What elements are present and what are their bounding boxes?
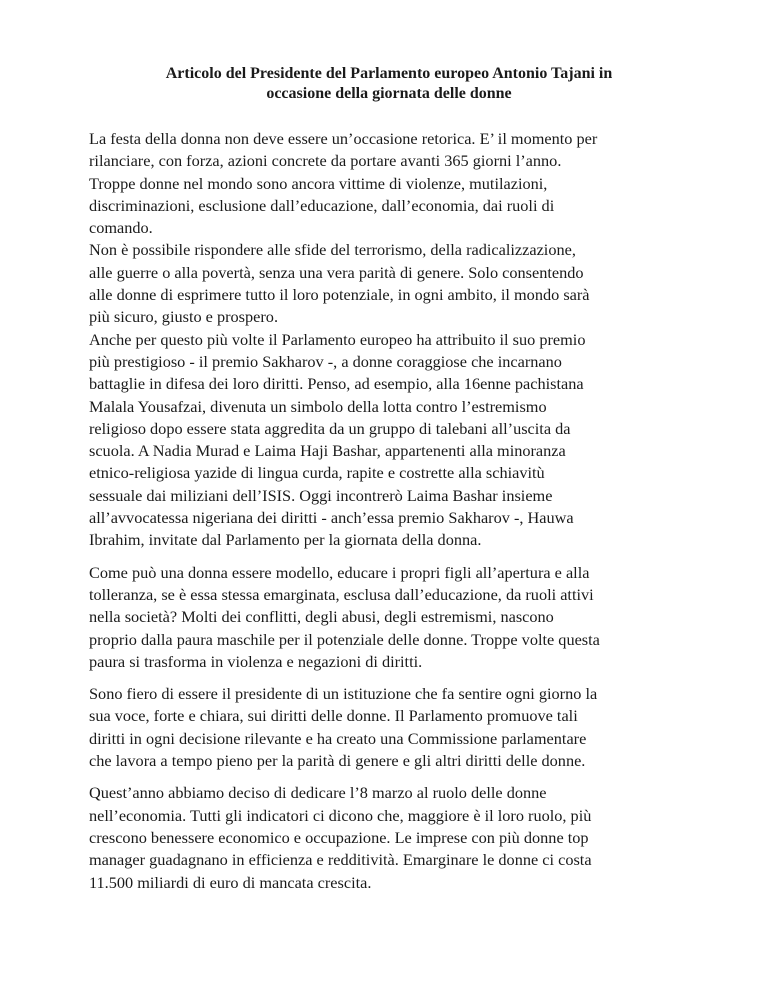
text-line: nell’economia. Tutti gli indicatori ci dicono che, maggiore è il loro ruolo, più	[89, 805, 592, 825]
article-title	[89, 64, 689, 104]
text-line: Sono fiero di essere il presidente di un istituzione che fa sentire ogni giorno la	[89, 684, 598, 704]
text-line: Anche per questo più volte il Parlamento europeo ha attribuito il suo premio	[89, 329, 586, 349]
text-line: sessuale dai miliziani dell’ISIS. Oggi incontrerò Laima Bashar insieme	[89, 485, 553, 505]
text-line: crescono benessere economico e occupazione. Le imprese con più donne top	[89, 827, 589, 847]
text-line: all’avvocatessa nigeriana dei diritti - anch’essa premio Sakharov -, Hauwa	[89, 508, 574, 528]
text-line: più prestigioso - il premio Sakharov -, a donne coraggiose che incarnano	[89, 351, 562, 371]
text-line: discriminazioni, esclusione dall’educazione, dall’economia, dai ruoli di	[89, 195, 555, 215]
text-line: nella società? Molti dei conflitti, degli abusi, degli estremismi, nascono	[89, 607, 554, 627]
text-line: Quest’anno abbiamo deciso di dedicare l’8 marzo al ruolo delle donne	[89, 783, 547, 803]
text-line: Ibrahim, invitate dal Parlamento per la giornata della donna.	[89, 530, 482, 550]
text-line: religioso dopo essere stata aggredita da un gruppo di talebani all’uscita da	[89, 418, 571, 438]
text-line: più sicuro, giusto e prospero.	[89, 307, 279, 327]
text-line: che lavora a tempo pieno per la parità di genere e gli altri diritti delle donne.	[89, 751, 586, 771]
text-line: rilanciare, con forza, azioni concrete da portare avanti 365 giorni l’anno.	[89, 151, 562, 171]
text-line: Troppe donne nel mondo sono ancora vittime di violenze, mutilazioni,	[89, 173, 548, 193]
text-line: battaglie in difesa dei loro diritti. Penso, ad esempio, alla 16enne pachistana	[89, 374, 584, 394]
text-line: 11.500 miliardi di euro di mancata crescita.	[89, 872, 372, 892]
text-line: alle guerre o alla povertà, senza una vera parità di genere. Solo consentendo	[89, 262, 584, 282]
body-paragraph-1	[89, 128, 689, 552]
text-line: Come può una donna essere modello, educare i propri figli all’apertura e alla	[89, 562, 590, 582]
body-paragraph-3	[89, 683, 689, 772]
text-line: tolleranza, se è essa stessa emarginata, esclusa dall’educazione, da ruoli attivi	[89, 584, 594, 604]
text-line: etnico-religiosa yazide di lingua curda, rapite e costrette alla schiavitù	[89, 463, 545, 483]
text-line: Non è possibile rispondere alle sfide del terrorismo, della radicalizzazione,	[89, 240, 576, 260]
text-line: La festa della donna non deve essere un’occasione retorica. E’ il momento per	[89, 129, 598, 148]
text-line: paura si trasforma in violenza e negazioni di diritti.	[89, 651, 423, 671]
text-line: proprio dalla paura maschile per il potenziale delle donne. Troppe volte questa	[89, 629, 600, 649]
text-line: scuola. A Nadia Murad e Laima Haji Bashar, appartenenti alla minoranza	[89, 441, 566, 461]
text-line: manager guadagnano in efficienza e redditività. Emarginare le donne ci costa	[89, 850, 592, 870]
text-line: alle donne di esprimere tutto il loro potenziale, in ogni ambito, il mondo sarà	[89, 285, 590, 305]
text-line: diritti in ogni decisione rilevante e ha creato una Commissione parlamentare	[89, 728, 587, 748]
document-page	[89, 64, 689, 904]
title-line: occasione della giornata delle donne	[266, 85, 512, 102]
title-line: Articolo del Presidente del Parlamento europeo Antonio Tajani in	[165, 65, 613, 82]
text-line: comando.	[89, 218, 153, 238]
body-paragraph-4	[89, 782, 689, 893]
body-paragraph-2	[89, 562, 689, 673]
text-line: Malala Yousafzai, divenuta un simbolo della lotta contro l’estremismo	[89, 396, 547, 416]
text-line: sua voce, forte e chiara, sui diritti delle donne. Il Parlamento promuove tali	[89, 706, 578, 726]
